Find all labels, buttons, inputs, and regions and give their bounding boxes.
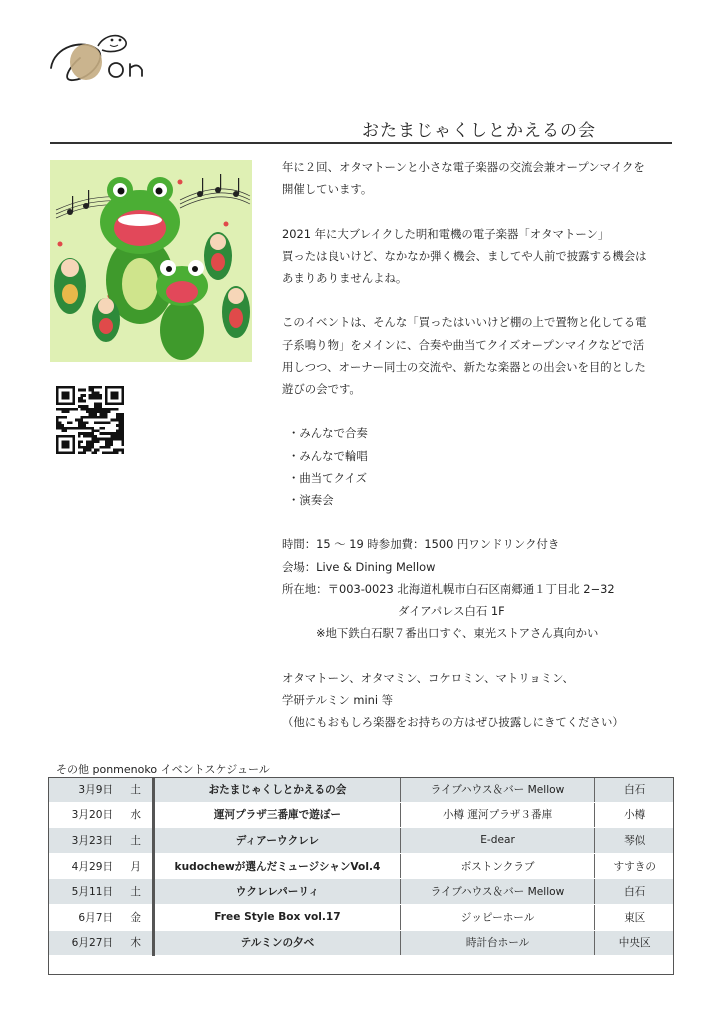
schedule-weekday: 木 — [119, 930, 154, 956]
schedule-row — [48, 904, 674, 930]
schedule-area: 中央区 — [595, 930, 674, 956]
schedule-weekday: 水 — [119, 802, 154, 828]
schedule-venue: ジッピーホール — [400, 904, 595, 930]
event-address: 所在地：〒003-0023 北海道札幌市白石区南郷通１丁目北 2−32 — [282, 581, 615, 596]
intro-line: あまりありませんよね。 — [282, 271, 408, 285]
schedule-event-title: ウクレレパーリィ — [154, 879, 401, 905]
schedule-event-title: ディアーウクレレ — [154, 828, 401, 854]
event-time: 時間：15 ～ 19 時参加費：1500 円ワンドリンク付き — [282, 537, 560, 552]
intro-line: 子系鳴り物」をメインに、合奏や曲当てクイズオープンマイクなどで活 — [282, 337, 645, 352]
schedule-venue: 時計台ホール — [400, 930, 595, 956]
activity-list — [282, 422, 682, 511]
event-building: ダイアパレス白石 1F — [398, 604, 505, 618]
activity-item: ・みんなで輪唱 — [288, 448, 368, 463]
event-access: ※地下鉄白石駅７番出口すぐ、東光ストアさん真向かい — [316, 626, 599, 641]
schedule-table — [48, 777, 674, 956]
instruments-line: 学研テルミン mini 等 — [282, 692, 394, 707]
schedule-event-title: kudochewが選んだミュージシャンVol.4 — [154, 853, 401, 879]
schedule-venue: E-dear — [400, 828, 595, 854]
ponmenoko-logo — [46, 28, 156, 84]
schedule-area: 東区 — [595, 904, 674, 930]
schedule-row — [48, 930, 674, 956]
schedule-event-title: Free Style Box vol.17 — [154, 904, 401, 930]
activity-item: ・演奏会 — [288, 493, 334, 507]
schedule-row — [48, 853, 674, 879]
schedule-area: 琴似 — [595, 828, 674, 854]
schedule-venue: ライブハウス＆バー Mellow — [400, 777, 595, 802]
schedule-weekday: 金 — [119, 904, 154, 930]
frog-choir-illustration — [50, 160, 252, 362]
schedule-date: 5月11日 — [48, 879, 119, 905]
activity-item: ・みんなで合奏 — [288, 426, 368, 441]
schedule-area: 白石 — [595, 879, 674, 905]
schedule-venue: ライブハウス＆バー Mellow — [400, 879, 595, 905]
intro-line: 用しつつ、オーナー同士の交流や、新たな楽器との出会いを目的とした — [282, 359, 646, 374]
schedule-weekday: 土 — [119, 828, 154, 854]
instruments-line: （他にもおもしろ楽器をお持ちの方はぜひ披露しにきてください） — [282, 715, 624, 729]
schedule-date: 3月9日 — [48, 777, 119, 802]
event-venue: 会場：Live & Dining Mellow — [282, 559, 436, 574]
schedule-row — [48, 828, 674, 854]
instruments-line: オタマトーン、オタマミン、コケロミン、マトリョミン、 — [282, 670, 574, 685]
intro-line: 2021 年に大ブレイクした明和電機の電子楽器「オタマトーン」 — [282, 226, 610, 241]
schedule-date: 3月23日 — [48, 828, 119, 854]
schedule-date: 6月7日 — [48, 904, 119, 930]
schedule-weekday: 土 — [119, 879, 154, 905]
intro-line: 買ったは良いけど、なかなか弾く機会、ましてや人前で披露する機会は — [282, 248, 647, 263]
qr-code — [56, 386, 124, 454]
schedule-event-title: 運河プラザ三番庫で遊ぼー — [154, 802, 401, 828]
schedule-row — [48, 777, 674, 802]
schedule-weekday: 月 — [119, 853, 154, 879]
schedule-venue: ボストンクラブ — [400, 853, 595, 879]
schedule-date: 6月27日 — [48, 930, 119, 956]
schedule-area: 白石 — [595, 777, 674, 802]
intro-line: 開催しています。 — [282, 182, 373, 197]
schedule-area: 小樽 — [595, 802, 674, 828]
intro-line: 年に２回、オタマトーンと小さな電子楽器の交流会兼オープンマイクを — [282, 160, 645, 174]
schedule-label: その他 ponmenoko イベントスケジュール — [56, 763, 270, 776]
intro-line: このイベントは、そんな「買ったはいいけど棚の上で置物と化してる電 — [282, 315, 647, 330]
schedule-date: 3月20日 — [48, 802, 119, 828]
schedule-weekday: 土 — [119, 777, 154, 802]
intro-line: 遊びの会です。 — [282, 382, 361, 396]
schedule-row — [48, 802, 674, 828]
schedule-event-title: テルミンの夕べ — [154, 930, 401, 956]
activity-item: ・曲当てクイズ — [288, 470, 368, 485]
title-divider — [50, 142, 672, 144]
schedule-area: すすきの — [595, 853, 674, 879]
schedule-row — [48, 879, 674, 905]
schedule-date: 4月29日 — [48, 853, 119, 879]
schedule-venue: 小樽 運河プラザ３番庫 — [400, 802, 595, 828]
event-description — [282, 156, 682, 733]
schedule-event-title: おたまじゃくしとかえるの会 — [154, 777, 401, 802]
page-title: おたまじゃくしとかえるの会 — [362, 121, 596, 141]
